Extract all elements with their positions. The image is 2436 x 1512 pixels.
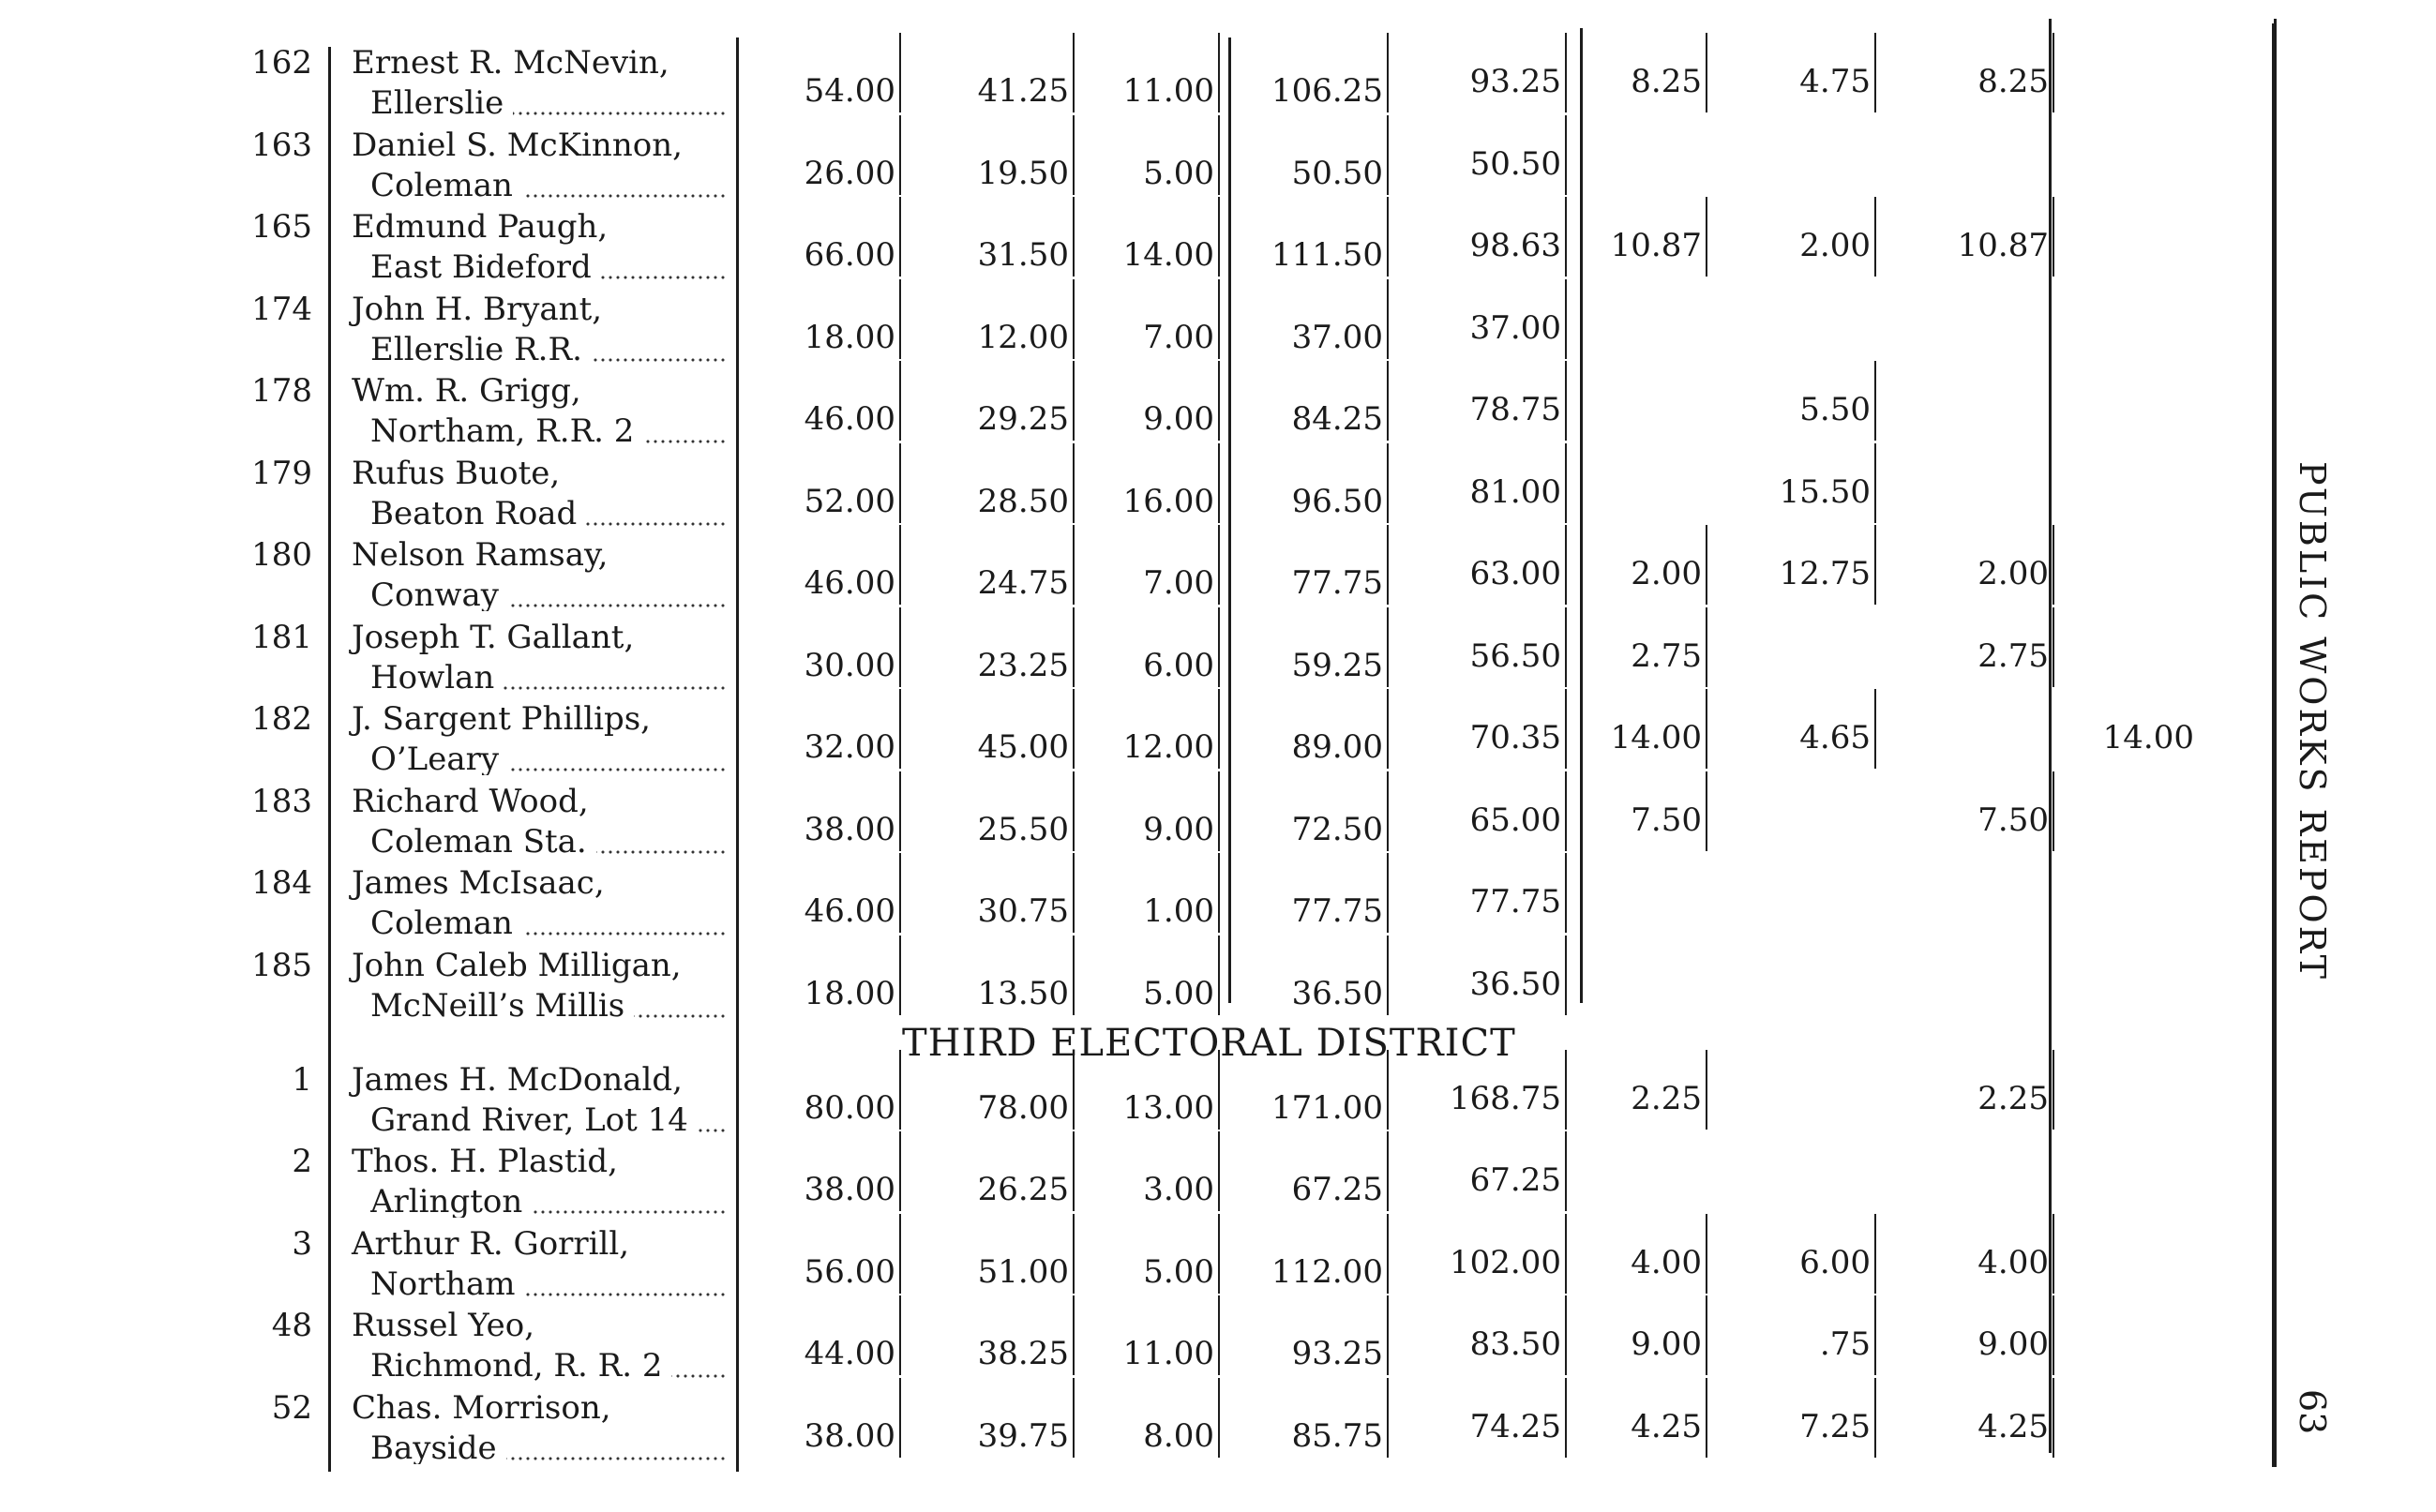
amount-c2: 13.50 xyxy=(977,975,1069,1012)
cell-rule xyxy=(1073,607,1075,687)
amount-c4: 111.50 xyxy=(1271,236,1383,274)
row-number: 178 xyxy=(251,372,312,410)
cell-rule xyxy=(1565,1295,1567,1375)
amount-c2: 45.00 xyxy=(977,728,1069,766)
cell-rule xyxy=(1073,771,1075,851)
amount-c5: 65.00 xyxy=(1469,801,1561,839)
cell-rule xyxy=(2053,771,2054,851)
amount-c8: 9.00 xyxy=(1977,1325,2049,1363)
cell-rule xyxy=(1706,1378,1707,1458)
amount-c1: 66.00 xyxy=(804,236,895,274)
cell-rule xyxy=(899,1214,901,1294)
payee-name: Ernest R. McNevin, xyxy=(352,44,669,82)
cell-rule xyxy=(1387,443,1389,523)
cell-rule xyxy=(1874,689,1876,769)
cell-rule xyxy=(1706,525,1707,605)
payee-place xyxy=(370,87,727,119)
cell-rule xyxy=(1387,525,1389,605)
cell-rule xyxy=(1565,443,1567,523)
amount-c5: 168.75 xyxy=(1450,1080,1561,1117)
cell-rule xyxy=(1073,115,1075,195)
payee-place-text: Northam xyxy=(370,1268,525,1300)
amount-c4: 37.00 xyxy=(1291,319,1383,356)
payee-place-text: Ellerslie R.R. xyxy=(370,334,592,366)
cell-rule xyxy=(1218,525,1220,605)
amount-c3: 6.00 xyxy=(1143,647,1214,684)
cell-rule xyxy=(1073,936,1075,1015)
payee-place xyxy=(370,1186,727,1218)
column-rule xyxy=(2272,23,2277,1467)
amount-c4: 84.25 xyxy=(1291,400,1383,438)
payee-place xyxy=(370,1350,727,1382)
amount-c4: 171.00 xyxy=(1271,1089,1383,1127)
row-number: 182 xyxy=(251,700,312,738)
amount-c8: 4.00 xyxy=(1977,1244,2049,1281)
amount-c5: 81.00 xyxy=(1469,473,1561,511)
amount-c1: 46.00 xyxy=(804,564,895,602)
cell-rule xyxy=(899,33,901,112)
amount-c4: 112.00 xyxy=(1271,1253,1383,1291)
section-heading: THIRD ELECTORAL DISTRICT xyxy=(902,1022,1516,1065)
amount-c4: 85.75 xyxy=(1291,1417,1383,1455)
amount-c5: 70.35 xyxy=(1469,719,1561,756)
payee-place-text: O’Leary xyxy=(370,743,508,775)
payee-place xyxy=(370,170,727,202)
amount-c1: 44.00 xyxy=(804,1335,895,1372)
row-number: 1 xyxy=(292,1061,312,1099)
amount-c8: 2.75 xyxy=(1977,637,2049,675)
amount-c8: 2.00 xyxy=(1977,555,2049,592)
amount-c2: 30.75 xyxy=(977,892,1069,930)
amount-c2: 19.50 xyxy=(977,155,1069,192)
payee-place xyxy=(370,251,727,283)
row-number: 180 xyxy=(251,536,312,574)
cell-rule xyxy=(1387,936,1389,1015)
payee-place xyxy=(370,1104,727,1136)
cell-rule xyxy=(1218,607,1220,687)
cell-rule xyxy=(1565,33,1567,112)
amount-c3: 7.00 xyxy=(1143,319,1214,356)
amount-c5: 77.75 xyxy=(1469,883,1561,921)
payee-name: James McIsaac, xyxy=(352,864,605,902)
cell-rule xyxy=(1874,443,1876,523)
cell-rule xyxy=(1387,607,1389,687)
cell-rule xyxy=(1706,197,1707,277)
amount-c2: 78.00 xyxy=(977,1089,1069,1127)
cell-rule xyxy=(1218,689,1220,769)
payee-name: Nelson Ramsay, xyxy=(352,536,609,574)
cell-rule xyxy=(1387,1214,1389,1294)
amount-c2: 25.50 xyxy=(977,811,1069,848)
cell-rule xyxy=(899,1050,901,1130)
payee-name: J. Sargent Phillips, xyxy=(352,700,651,738)
payee-name: James H. McDonald, xyxy=(352,1061,683,1099)
payee-place xyxy=(370,743,727,775)
row-number: 162 xyxy=(251,44,312,82)
amount-c4: 36.50 xyxy=(1291,975,1383,1012)
amount-c2: 23.25 xyxy=(977,647,1069,684)
cell-rule xyxy=(1565,689,1567,769)
row-number: 52 xyxy=(271,1389,312,1427)
amount-c3: 9.00 xyxy=(1143,811,1214,848)
payee-name: John Caleb Milligan, xyxy=(352,947,682,984)
payee-name: Wm. R. Grigg, xyxy=(352,372,581,410)
cell-rule xyxy=(1218,115,1220,195)
cell-rule xyxy=(899,443,901,523)
cell-rule xyxy=(1706,1050,1707,1130)
amount-c3: 11.00 xyxy=(1122,72,1214,110)
amount-c2: 39.75 xyxy=(977,1417,1069,1455)
amount-c1: 46.00 xyxy=(804,400,895,438)
amount-c3: 7.00 xyxy=(1143,564,1214,602)
amount-c7: 12.75 xyxy=(1779,555,1871,592)
amount-c8: 8.25 xyxy=(1977,63,2049,100)
payee-name: Chas. Morrison, xyxy=(352,1389,611,1427)
payee-place-text: Arlington xyxy=(370,1186,532,1218)
payee-place xyxy=(370,1268,727,1300)
cell-rule xyxy=(899,853,901,933)
payee-place-text: Howlan xyxy=(370,662,504,694)
cell-rule xyxy=(1565,197,1567,277)
amount-c1: 30.00 xyxy=(804,647,895,684)
payee-place xyxy=(370,990,727,1022)
cell-rule xyxy=(1073,1378,1075,1458)
payee-place-text: Conway xyxy=(370,579,508,611)
cell-rule xyxy=(1706,1295,1707,1375)
cell-rule xyxy=(1706,607,1707,687)
amount-c6: 10.87 xyxy=(1610,227,1702,264)
cell-rule xyxy=(1387,853,1389,933)
cell-rule xyxy=(1387,771,1389,851)
amount-c1: 18.00 xyxy=(804,975,895,1012)
cell-rule xyxy=(1706,689,1707,769)
amount-c4: 89.00 xyxy=(1291,728,1383,766)
amount-c4: 67.25 xyxy=(1291,1171,1383,1208)
amount-c3: 5.00 xyxy=(1143,1253,1214,1291)
row-number: 183 xyxy=(251,783,312,820)
cell-rule xyxy=(1706,1214,1707,1294)
cell-rule xyxy=(1218,936,1220,1015)
amount-c5: 74.25 xyxy=(1469,1408,1561,1445)
amount-c2: 38.25 xyxy=(977,1335,1069,1372)
amount-c3: 1.00 xyxy=(1143,892,1214,930)
amount-c4: 59.25 xyxy=(1291,647,1383,684)
cell-rule xyxy=(1387,1131,1389,1211)
cell-rule xyxy=(1218,33,1220,112)
amount-c3: 16.00 xyxy=(1122,483,1214,520)
cell-rule xyxy=(1874,1378,1876,1458)
cell-rule xyxy=(2053,607,2054,687)
cell-rule xyxy=(1874,1214,1876,1294)
column-rule xyxy=(1580,28,1583,1003)
amount-c5: 56.50 xyxy=(1469,637,1561,675)
cell-rule xyxy=(1218,1214,1220,1294)
amount-c8: 10.87 xyxy=(1957,227,2049,264)
cell-rule xyxy=(1073,1131,1075,1211)
row-number: 165 xyxy=(251,208,312,246)
cell-rule xyxy=(899,115,901,195)
amount-c4: 96.50 xyxy=(1291,483,1383,520)
amount-c1: 26.00 xyxy=(804,155,895,192)
amount-c7: 4.75 xyxy=(1799,63,1871,100)
payee-place-text: East Bideford xyxy=(370,251,601,283)
cell-rule xyxy=(1874,33,1876,112)
amount-c5: 98.63 xyxy=(1469,227,1561,264)
amount-c2: 51.00 xyxy=(977,1253,1069,1291)
payee-place-text: McNeill’s Millis xyxy=(370,990,634,1022)
amount-c1: 52.00 xyxy=(804,483,895,520)
amount-c6: 14.00 xyxy=(1610,719,1702,756)
amount-c7: 4.65 xyxy=(1799,719,1871,756)
payee-place xyxy=(370,334,727,366)
payee-name: Edmund Paugh, xyxy=(352,208,609,246)
payee-place-text: Coleman xyxy=(370,907,522,939)
amount-c3: 12.00 xyxy=(1122,728,1214,766)
cell-rule xyxy=(1565,771,1567,851)
cell-rule xyxy=(2053,197,2054,277)
amount-c4: 50.50 xyxy=(1291,155,1383,192)
cell-rule xyxy=(899,1131,901,1211)
amount-c6: 2.75 xyxy=(1631,637,1702,675)
cell-rule xyxy=(1218,361,1220,441)
amount-c4: 77.75 xyxy=(1291,564,1383,602)
payee-place xyxy=(370,662,727,694)
row-number: 179 xyxy=(251,455,312,492)
cell-rule xyxy=(2053,1050,2054,1130)
cell-rule xyxy=(1073,197,1075,277)
payee-place xyxy=(370,826,727,858)
row-number: 174 xyxy=(251,291,312,328)
payee-place xyxy=(370,1432,727,1464)
payee-place-text: Coleman xyxy=(370,170,522,202)
amount-c1: 46.00 xyxy=(804,892,895,930)
cell-rule xyxy=(1218,443,1220,523)
row-number: 2 xyxy=(292,1143,312,1180)
payee-place xyxy=(370,415,727,447)
payee-place xyxy=(370,498,727,530)
amount-c5: 67.25 xyxy=(1469,1161,1561,1199)
cell-rule xyxy=(1218,1295,1220,1375)
amount-c3: 8.00 xyxy=(1143,1417,1214,1455)
amount-c3: 13.00 xyxy=(1122,1089,1214,1127)
payee-place xyxy=(370,579,727,611)
amount-c1: 38.00 xyxy=(804,811,895,848)
payee-name: Russel Yeo, xyxy=(352,1307,535,1344)
amount-c1: 18.00 xyxy=(804,319,895,356)
amount-c3: 5.00 xyxy=(1143,975,1214,1012)
amount-c4: 72.50 xyxy=(1291,811,1383,848)
amount-c3: 3.00 xyxy=(1143,1171,1214,1208)
amount-c5: 50.50 xyxy=(1469,145,1561,183)
amount-c7: 6.00 xyxy=(1799,1244,1871,1281)
amount-c2: 29.25 xyxy=(977,400,1069,438)
amount-c8: 2.25 xyxy=(1977,1080,2049,1117)
payee-name: Daniel S. McKinnon, xyxy=(352,127,683,164)
amount-c5: 83.50 xyxy=(1469,1325,1561,1363)
cell-rule xyxy=(2053,33,2054,112)
payee-name: Joseph T. Gallant, xyxy=(352,619,635,656)
cell-rule xyxy=(1565,115,1567,195)
cell-rule xyxy=(1218,279,1220,359)
cell-rule xyxy=(1565,607,1567,687)
amount-c7: 2.00 xyxy=(1799,227,1871,264)
row-number: 163 xyxy=(251,127,312,164)
side-title: PUBLIC WORKS REPORT xyxy=(2292,461,2333,981)
cell-rule xyxy=(1218,197,1220,277)
cell-rule xyxy=(1218,1131,1220,1211)
amount-c8: 7.50 xyxy=(1977,801,2049,839)
cell-rule xyxy=(1073,525,1075,605)
payee-place-text: Richmond, R. R. 2 xyxy=(370,1350,671,1382)
amount-c1: 56.00 xyxy=(804,1253,895,1291)
cell-rule xyxy=(1073,361,1075,441)
cell-rule xyxy=(1565,853,1567,933)
amount-c7: .75 xyxy=(1819,1325,1871,1363)
payee-name: Thos. H. Plastid, xyxy=(352,1143,618,1180)
cell-rule xyxy=(1387,115,1389,195)
cell-rule xyxy=(1706,33,1707,112)
cell-rule xyxy=(899,936,901,1015)
cell-rule xyxy=(2053,1214,2054,1294)
cell-rule xyxy=(1073,279,1075,359)
row-number: 181 xyxy=(251,619,312,656)
cell-rule xyxy=(1073,1214,1075,1294)
payee-name: Arthur R. Gorrill, xyxy=(352,1225,630,1263)
amount-c1: 80.00 xyxy=(804,1089,895,1127)
amount-c5: 63.00 xyxy=(1469,555,1561,592)
row-number: 184 xyxy=(251,864,312,902)
cell-rule xyxy=(1218,771,1220,851)
cell-rule xyxy=(1387,1378,1389,1458)
amount-c6: 4.00 xyxy=(1631,1244,1702,1281)
cell-rule xyxy=(1874,525,1876,605)
cell-rule xyxy=(899,525,901,605)
amount-c2: 41.25 xyxy=(977,72,1069,110)
payee-name: Richard Wood, xyxy=(352,783,589,820)
cell-rule xyxy=(1565,1378,1567,1458)
cell-rule xyxy=(1073,33,1075,112)
cell-rule xyxy=(1387,279,1389,359)
cell-rule xyxy=(1565,279,1567,359)
cell-rule xyxy=(1218,1378,1220,1458)
amount-c2: 28.50 xyxy=(977,483,1069,520)
cell-rule xyxy=(1073,689,1075,769)
amount-c9: 14.00 xyxy=(2102,719,2194,756)
cell-rule xyxy=(899,607,901,687)
cell-rule xyxy=(1387,1295,1389,1375)
cell-rule xyxy=(899,1378,901,1458)
amount-c1: 38.00 xyxy=(804,1171,895,1208)
page-number: 63 xyxy=(2292,1389,2333,1435)
cell-rule xyxy=(1073,443,1075,523)
amount-c6: 8.25 xyxy=(1631,63,1702,100)
amount-c1: 32.00 xyxy=(804,728,895,766)
payee-place-text: Grand River, Lot 14 xyxy=(370,1104,698,1136)
amount-c6: 9.00 xyxy=(1631,1325,1702,1363)
amount-c2: 26.25 xyxy=(977,1171,1069,1208)
amount-c3: 11.00 xyxy=(1122,1335,1214,1372)
amount-c7: 7.25 xyxy=(1799,1408,1871,1445)
amount-c3: 5.00 xyxy=(1143,155,1214,192)
cell-rule xyxy=(1565,1050,1567,1130)
amount-c4: 77.75 xyxy=(1291,892,1383,930)
amount-c3: 14.00 xyxy=(1122,236,1214,274)
payee-name: Rufus Buote, xyxy=(352,455,561,492)
cell-rule xyxy=(899,361,901,441)
cell-rule xyxy=(899,1295,901,1375)
amount-c2: 31.50 xyxy=(977,236,1069,274)
payee-place-text: Ellerslie xyxy=(370,87,513,119)
cell-rule xyxy=(1706,771,1707,851)
cell-rule xyxy=(1387,361,1389,441)
row-number: 185 xyxy=(251,947,312,984)
cell-rule xyxy=(1874,1295,1876,1375)
cell-rule xyxy=(1073,1295,1075,1375)
payee-place-text: Bayside xyxy=(370,1432,506,1464)
cell-rule xyxy=(1565,1214,1567,1294)
amount-c6: 7.50 xyxy=(1631,801,1702,839)
amount-c1: 54.00 xyxy=(804,72,895,110)
amount-c8: 4.25 xyxy=(1977,1408,2049,1445)
payee-name: John H. Bryant, xyxy=(352,291,603,328)
amount-c4: 106.25 xyxy=(1271,72,1383,110)
payee-place xyxy=(370,907,727,939)
cell-rule xyxy=(2053,1378,2054,1458)
amount-c2: 12.00 xyxy=(977,319,1069,356)
amount-c4: 93.25 xyxy=(1291,1335,1383,1372)
row-number: 48 xyxy=(271,1307,312,1344)
amount-c5: 37.00 xyxy=(1469,309,1561,347)
cell-rule xyxy=(2053,1295,2054,1375)
cell-rule xyxy=(1565,361,1567,441)
amount-c5: 102.00 xyxy=(1450,1244,1561,1281)
amount-c6: 4.25 xyxy=(1631,1408,1702,1445)
cell-rule xyxy=(1874,361,1876,441)
amount-c6: 2.00 xyxy=(1631,555,1702,592)
column-rule xyxy=(328,47,331,1472)
cell-rule xyxy=(1073,853,1075,933)
amount-c5: 36.50 xyxy=(1469,966,1561,1003)
cell-rule xyxy=(1387,33,1389,112)
cell-rule xyxy=(1387,689,1389,769)
payee-place-text: Coleman Sta. xyxy=(370,826,596,858)
cell-rule xyxy=(1874,197,1876,277)
amount-c6: 2.25 xyxy=(1631,1080,1702,1117)
amount-c1: 38.00 xyxy=(804,1417,895,1455)
payee-place-text: Northam, R.R. 2 xyxy=(370,415,643,447)
amount-c5: 78.75 xyxy=(1469,391,1561,428)
cell-rule xyxy=(899,771,901,851)
amount-c7: 5.50 xyxy=(1799,391,1871,428)
cell-rule xyxy=(1565,525,1567,605)
amount-c5: 93.25 xyxy=(1469,63,1561,100)
cell-rule xyxy=(899,279,901,359)
amount-c7: 15.50 xyxy=(1779,473,1871,511)
amount-c3: 9.00 xyxy=(1143,400,1214,438)
cell-rule xyxy=(899,689,901,769)
cell-rule xyxy=(1387,197,1389,277)
cell-rule xyxy=(1565,936,1567,1015)
cell-rule xyxy=(899,197,901,277)
cell-rule xyxy=(1218,853,1220,933)
amount-c2: 24.75 xyxy=(977,564,1069,602)
payee-place-text: Beaton Road xyxy=(370,498,586,530)
cell-rule xyxy=(2053,525,2054,605)
row-number: 3 xyxy=(292,1225,312,1263)
cell-rule xyxy=(1565,1131,1567,1211)
